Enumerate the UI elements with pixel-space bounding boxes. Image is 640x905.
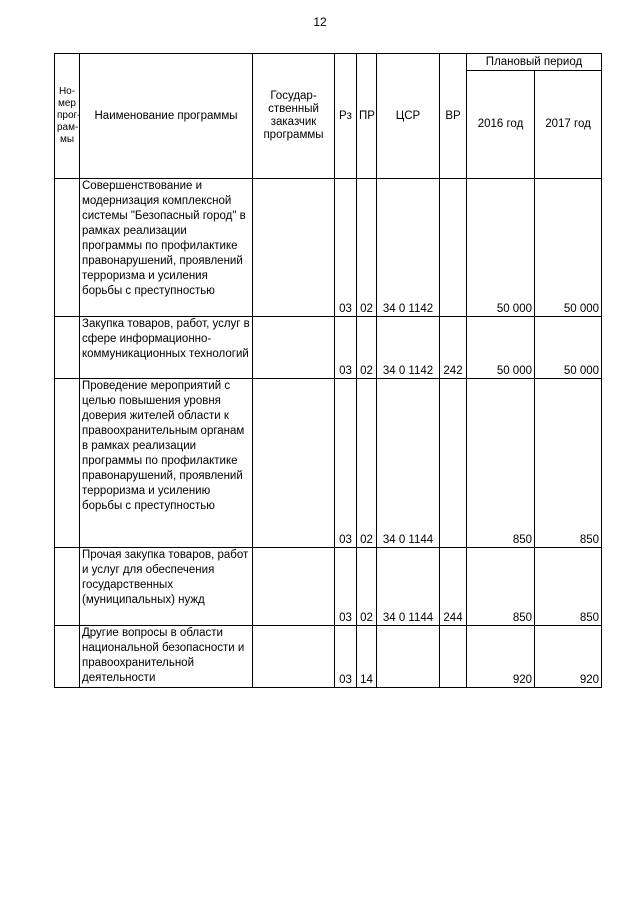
vr-cell bbox=[440, 179, 467, 317]
header-program-number: Но-мер прог-рам-мы bbox=[55, 54, 80, 179]
vr-cell bbox=[440, 626, 467, 688]
budget-table bbox=[54, 53, 602, 688]
pr-cell: 02 bbox=[357, 379, 377, 548]
csr-cell: 34 0 1144 bbox=[377, 548, 440, 626]
pr-cell: 02 bbox=[357, 317, 377, 379]
table-row bbox=[55, 548, 602, 626]
amount-2017: 50 000 bbox=[535, 317, 602, 379]
header-program-name: Наименование программы bbox=[80, 54, 253, 179]
header-csr: ЦСР bbox=[377, 54, 440, 179]
program-name: Прочая закупка товаров, работ и услуг для обеспечения государственных (муниципальных) нужд bbox=[80, 548, 253, 626]
csr-cell: 34 0 1144 bbox=[377, 379, 440, 548]
amount-2017: 850 bbox=[535, 379, 602, 548]
header-vr: ВР bbox=[440, 54, 467, 179]
rz-cell: 03 bbox=[335, 379, 357, 548]
pr-cell: 14 bbox=[357, 626, 377, 688]
page-number: 12 bbox=[313, 15, 327, 29]
table-row bbox=[55, 626, 602, 688]
csr-cell bbox=[377, 626, 440, 688]
header-plan-period: Плановый период bbox=[467, 54, 602, 71]
table-row bbox=[55, 179, 602, 317]
amount-2016: 850 bbox=[467, 379, 535, 548]
csr-cell: 34 0 1142 bbox=[377, 179, 440, 317]
table-row bbox=[55, 317, 602, 379]
rz-cell: 03 bbox=[335, 179, 357, 317]
amount-2016: 920 bbox=[467, 626, 535, 688]
amount-2016: 50 000 bbox=[467, 179, 535, 317]
table-row bbox=[55, 379, 602, 548]
rz-cell: 03 bbox=[335, 548, 357, 626]
program-name: Закупка товаров, работ, услуг в сфере информационно-коммуникационных технологий bbox=[80, 317, 253, 379]
vr-cell bbox=[440, 379, 467, 548]
vr-cell: 242 bbox=[440, 317, 467, 379]
program-name: Проведение мероприятий с целью повышения уровня доверия жителей области к правоохранительным органам в рамках реализации программы по профилактике правонарушений, проявлений терроризма и усилению борьбы с преступностью bbox=[80, 379, 253, 548]
program-name: Другие вопросы в области национальной безопасности и правоохранительной деятельности bbox=[80, 626, 253, 688]
header-pr: ПР bbox=[357, 54, 377, 179]
amount-2017: 920 bbox=[535, 626, 602, 688]
header-customer: Государ-ственный заказчик программы bbox=[253, 54, 335, 179]
amount-2017: 50 000 bbox=[535, 179, 602, 317]
header-year-2017: 2017 год bbox=[535, 71, 602, 179]
vr-cell: 244 bbox=[440, 548, 467, 626]
rz-cell: 03 bbox=[335, 626, 357, 688]
amount-2017: 850 bbox=[535, 548, 602, 626]
header-year-2016: 2016 год bbox=[467, 71, 535, 179]
rz-cell: 03 bbox=[335, 317, 357, 379]
pr-cell: 02 bbox=[357, 548, 377, 626]
amount-2016: 50 000 bbox=[467, 317, 535, 379]
amount-2016: 850 bbox=[467, 548, 535, 626]
pr-cell: 02 bbox=[357, 179, 377, 317]
header-rz: Рз bbox=[335, 54, 357, 179]
program-name: Совершенствование и модернизация комплексной системы "Безопасный город" в рамках реализации программы по профилактике правонарушений, проявлений терроризма и усиления борьбы с преступностью bbox=[80, 179, 253, 317]
csr-cell: 34 0 1142 bbox=[377, 317, 440, 379]
